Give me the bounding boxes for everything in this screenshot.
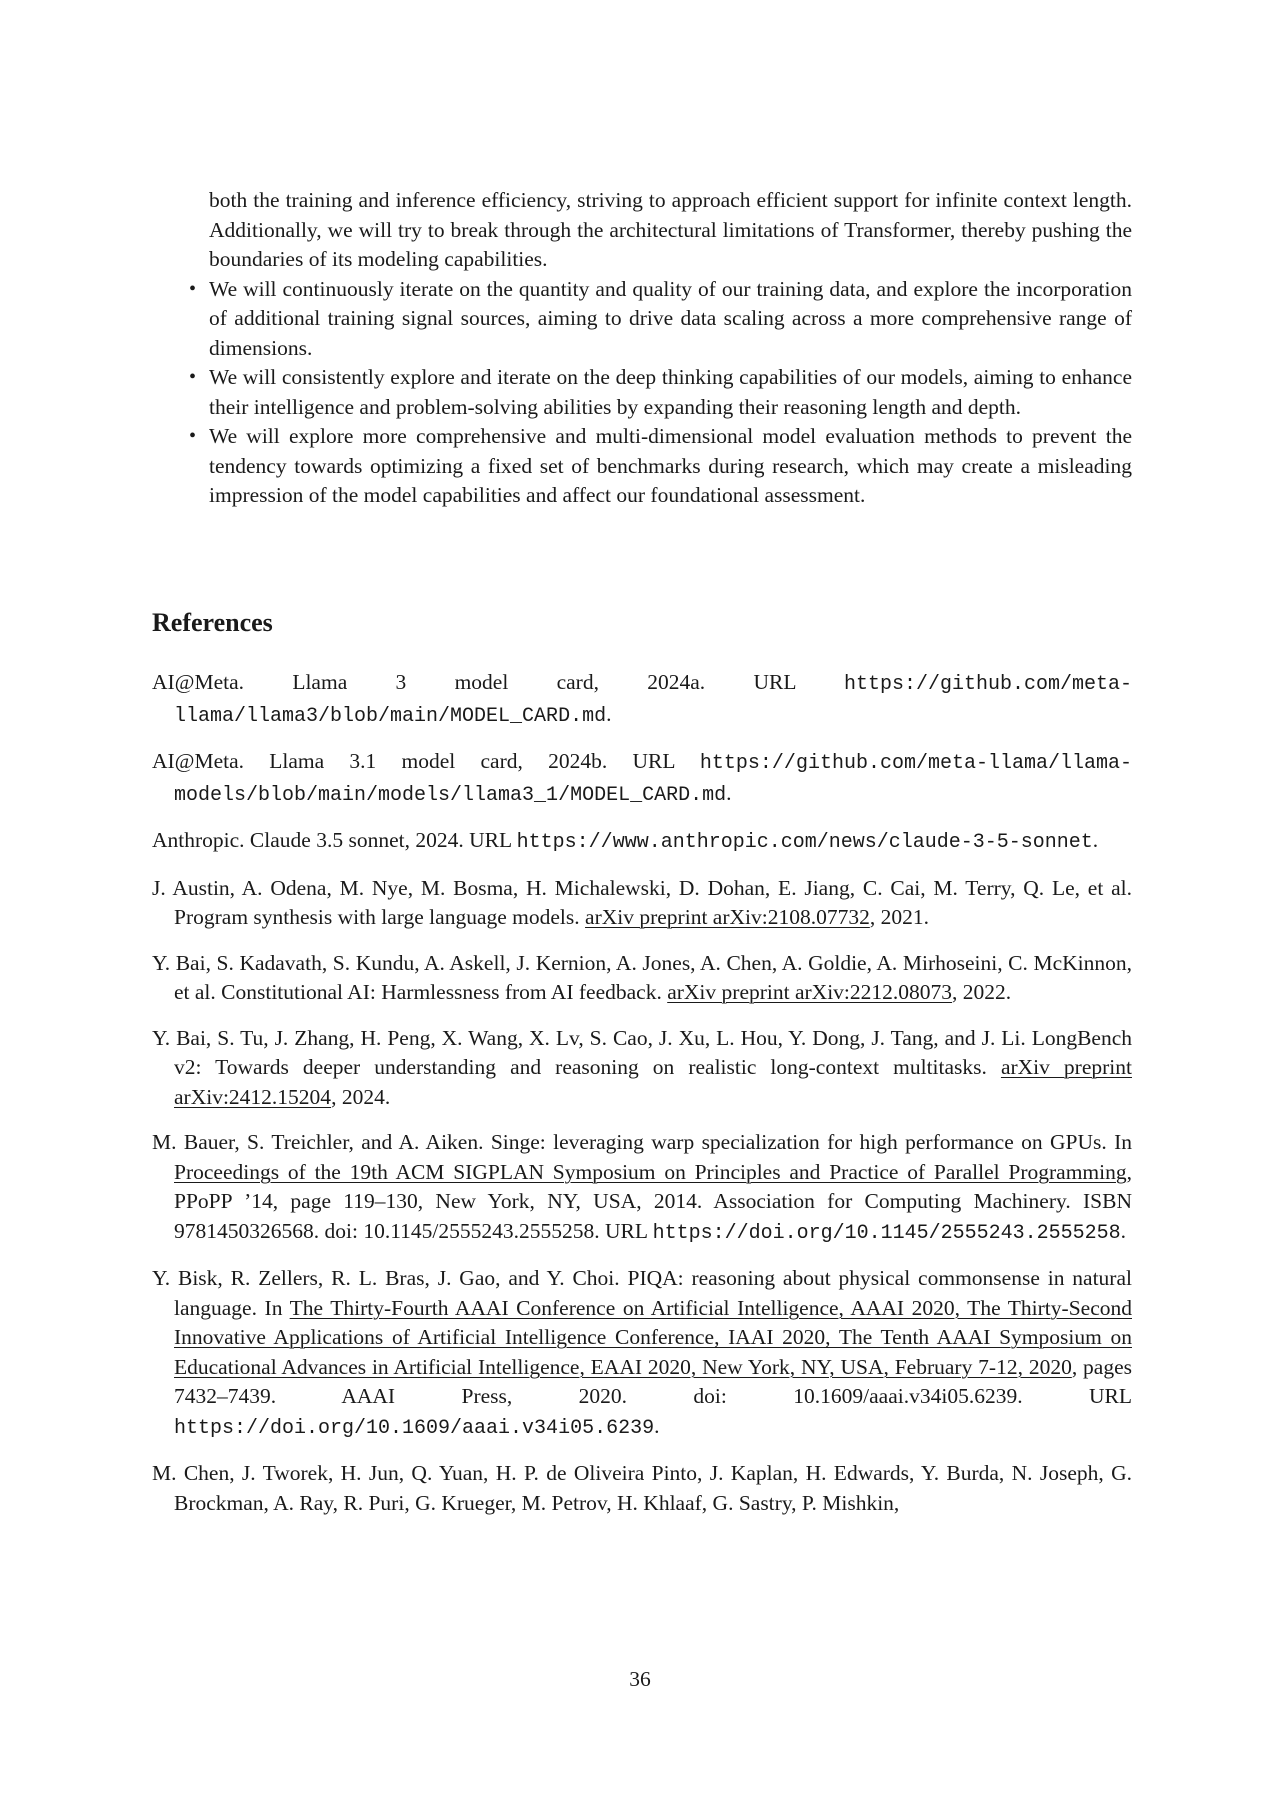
bullet-text: We will consistently explore and iterate on the deep thinking capabilities of our models, aiming to enhance their intelligence and problem-solving abilities by expanding their reasoning length and depth. <box>209 365 1132 419</box>
bullet-continuation: both the training and inference efficiency, striving to approach efficient support for infinite context length. Additionally, we will try to break through the architectural limitations of Transformer, thereby pushing the boundaries of its modeling capabilities. <box>209 188 1132 271</box>
reference-entry <box>152 1459 1132 1518</box>
reference-url-link[interactable]: https://doi.org/10.1609/aaai.v34i05.6239 <box>174 1416 655 1440</box>
reference-end: . <box>1092 828 1099 852</box>
reference-venue-link[interactable]: Proceedings of the 19th ACM SIGPLAN Symposium on Principles and Practice of Parallel Programming <box>174 1159 1127 1184</box>
reference-venue-link[interactable]: arXiv preprint arXiv:2212.08073 <box>667 980 953 1004</box>
reference-text: M. Chen, J. Tworek, H. Jun, Q. Yuan, H. P. de Oliveira Pinto, J. Kaplan, H. Edwards, Y. Burda, N. Joseph, G. Brockman, A. Ray, R. Puri, G. Krueger, M. Petrov, H. Khlaaf, G. Sastry, P. Mishkin, <box>152 1461 1132 1515</box>
reference-url-link[interactable]: https://www.anthropic.com/news/claude-3-5-sonnet <box>516 831 1093 854</box>
reference-entry <box>152 874 1132 933</box>
reference-venue-link[interactable]: arXiv preprint arXiv:2108.07732 <box>585 905 870 929</box>
bullet-text: We will explore more comprehensive and multi-dimensional model evaluation methods to prevent the tendency towards optimizing a fixed set of benchmarks during research, which may create a misleading impression of the model capabilities and affect our foundational assessment. <box>209 424 1132 507</box>
reference-entry <box>152 949 1132 1008</box>
page-number: 36 <box>629 1667 651 1691</box>
reference-venue-link[interactable]: The Thirty-Fourth AAAI Conference on Artificial Intelligence, AAAI 2020, The Thirty-Second Innovative Applications of Artificial Intelligence Conference, IAAI 2020, The Tenth AAAI Symposium on Educational Advances in Artificial Intelligence, EAAI 2020, New York, NY, USA, February 7-12, 2020 <box>174 1295 1132 1379</box>
reference-end: , 2022. <box>952 980 1012 1004</box>
reference-entry <box>152 668 1132 731</box>
reference-entry <box>152 747 1132 810</box>
reference-venue-link[interactable]: arXiv preprint arXiv:2412.15204 <box>174 1055 1132 1109</box>
reference-text: Y. Bisk, R. Zellers, R. L. Bras, J. Gao, and Y. Choi. PIQA: reasoning about physical commonsense in natural language. In <box>152 1266 1132 1320</box>
reference-entry <box>152 1264 1132 1443</box>
reference-list <box>152 668 1132 1534</box>
reference-entry <box>152 1024 1132 1113</box>
reference-end: , 2024. <box>331 1084 391 1109</box>
reference-end: . <box>654 1413 660 1438</box>
references-heading: References <box>152 608 273 637</box>
bullet-dot-icon: • <box>189 277 197 300</box>
reference-url-link[interactable]: https://github.com/meta-llama/llama3/blob/main/MODEL_CARD.md <box>174 673 1132 728</box>
bullet-dot-icon: • <box>189 366 197 388</box>
reference-end: , 2021. <box>869 905 929 929</box>
reference-middle: , pages 7432–7439. AAAI Press, 2020. doi: 10.1609/aaai.v34i05.6239. URL <box>174 1354 1133 1408</box>
bullet-item <box>152 363 1132 422</box>
future-work-bullet-list <box>152 186 1132 511</box>
reference-url-link[interactable]: https://doi.org/10.1145/2555243.2555258 <box>652 1221 1121 1245</box>
reference-middle: , PPoPP ’14, page 119–130, New York, NY, USA, 2014. Association for Computing Machinery. ISBN 9781450326568. doi: 10.1145/2555243.2555258. URL <box>174 1159 1132 1243</box>
reference-text: AI@Meta. Llama 3 model card, 2024a. URL <box>152 670 844 694</box>
reference-end: . <box>606 701 612 726</box>
reference-entry <box>152 826 1132 858</box>
reference-end: . <box>726 780 732 805</box>
reference-text: AI@Meta. Llama 3.1 model card, 2024b. URL <box>152 749 700 773</box>
reference-text: Y. Bai, S. Tu, J. Zhang, H. Peng, X. Wang, X. Lv, S. Cao, J. Xu, L. Hou, Y. Dong, J. Tang, and J. Li. LongBench v2: Towards deeper understanding and reasoning on realistic long-context multitasks. <box>152 1025 1132 1079</box>
reference-url-link[interactable]: https://github.com/meta-llama/llama-models/blob/main/models/llama3_1/MODEL_CARD.md <box>174 752 1132 807</box>
bullet-item <box>152 275 1132 364</box>
bullet-item <box>152 422 1132 511</box>
reference-text: Y. Bai, S. Kadavath, S. Kundu, A. Askell, J. Kernion, A. Jones, A. Chen, A. Goldie, A. Mirhoseini, C. McKinnon, et al. Constitutional AI: Harmlessness from AI feedback. <box>152 950 1132 1004</box>
reference-entry <box>152 1128 1132 1248</box>
reference-text: Anthropic. Claude 3.5 sonnet, 2024. URL <box>152 828 517 852</box>
bullet-dot-icon: • <box>189 425 197 447</box>
reference-text: J. Austin, A. Odena, M. Nye, M. Bosma, H. Michalewski, D. Dohan, E. Jiang, C. Cai, M. Terry, Q. Le, et al. Program synthesis with large language models. <box>152 875 1132 929</box>
bullet-text: We will continuously iterate on the quantity and quality of our training data, and explore the incorporation of additional training signal sources, aiming to drive data scaling across a more comprehensive range of dimensions. <box>209 276 1132 360</box>
reference-text: M. Bauer, S. Treichler, and A. Aiken. Singe: leveraging warp specialization for high performance on GPUs. In <box>152 1130 1132 1154</box>
reference-end: . <box>1120 1218 1127 1243</box>
